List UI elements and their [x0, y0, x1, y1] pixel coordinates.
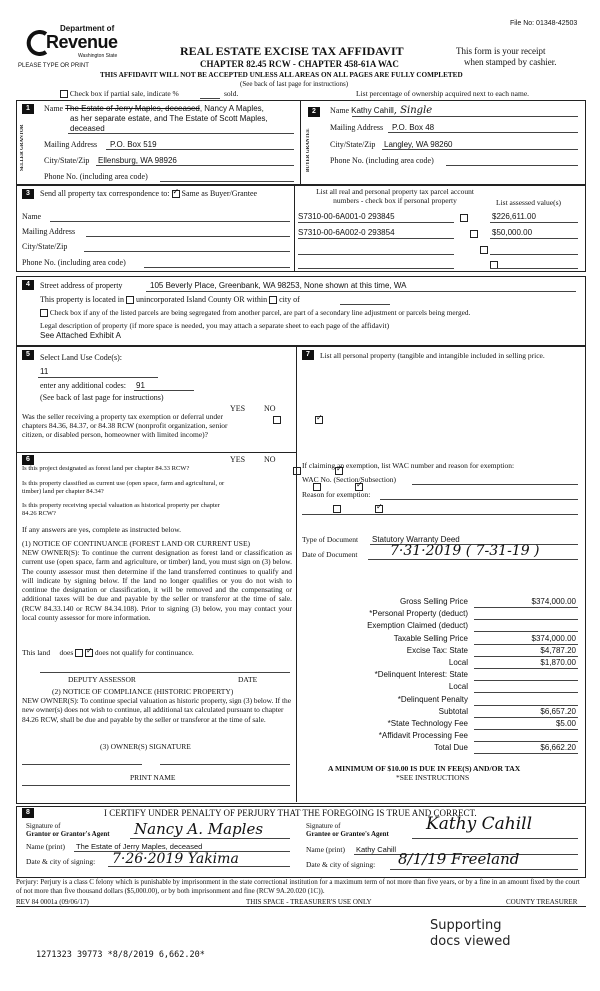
buyer-mail[interactable]: P.O. Box 48 — [392, 123, 435, 132]
does-qualify-checkbox[interactable] — [75, 649, 83, 657]
land-use-see-back: (See back of last page for instructions) — [40, 393, 164, 402]
tax-row-label: Local — [448, 658, 468, 667]
form-chapter: CHAPTER 82.45 RCW - CHAPTER 458-61A WAC — [200, 59, 399, 69]
seller-side-label: SELLER GRANTOR — [20, 124, 25, 172]
tax-row-value[interactable]: $5.00 — [555, 719, 576, 728]
please-type: PLEASE TYPE OR PRINT — [18, 63, 89, 69]
grantee-signature-label: Signature of Grantee or Grantee's Agent — [306, 822, 389, 838]
exemption-claim-label: If claiming an exemption, list WAC number and reason for exemption: — [302, 461, 515, 470]
partial-sale: Check box if partial sale, indicate % — [60, 89, 179, 98]
doc-date[interactable]: 7·31·2019 ( 7-31-19 ) — [390, 543, 540, 559]
seller-city[interactable]: Ellensburg, WA 98926 — [98, 156, 177, 165]
segregated-line: Check box if any of the listed parcels are being segregated from another parcel, are part of a secondary line adjustment or parcels being merged. — [40, 308, 470, 317]
doc-type-label: Type of Document — [302, 535, 359, 544]
buyer-name: Name Kathy Cahill, Single — [330, 105, 433, 116]
seller-name-line3: deceased — [70, 124, 105, 133]
receipt-note-1: This form is your receipt — [456, 46, 546, 56]
form-warning: THIS AFFIDAVIT WILL NOT BE ACCEPTED UNLESS ALL AREAS ON ALL PAGES ARE FULLY COMPLETED — [100, 71, 463, 79]
buyer-city-label: City/State/Zip — [330, 140, 376, 149]
form-number: REV 84 0001a (09/06/17) — [16, 898, 89, 906]
print-name-label: PRINT NAME — [130, 773, 176, 782]
additional-codes-label: enter any additional codes: — [40, 381, 126, 390]
send-correspondence: Send all property tax correspondence to: ✓ Same as Buyer/Grantee — [40, 189, 257, 198]
if-yes-note: If any answers are yes, complete as instructed below. — [22, 525, 182, 534]
exemption-yes-checkbox[interactable] — [273, 416, 281, 424]
sold-label: sold. — [224, 89, 239, 98]
grantor-date-label: Date & city of signing: — [26, 857, 96, 866]
land-use-code[interactable]: 11 — [40, 367, 49, 376]
notice-continuance-title: (1) NOTICE OF CONTINUANCE (FOREST LAND OR CURRENT USE) — [22, 539, 251, 548]
seller-name-line2: as her separate estate, and The Estate of Scott Maples, — [70, 114, 268, 123]
s6-yes-header: YES — [230, 455, 246, 464]
grantor-signature-label: Signature of Grantor or Grantor's Agent — [26, 822, 110, 838]
buyer-side-label: BUYER GRANTEE — [306, 128, 311, 172]
exemption-question: Was the seller receiving a property tax exemption or deferral under chapters 84.36, 84.37, or 84.38 RCW (nonprofit organization, senior citizen, or disabled person, homeowner with limited income)? — [22, 412, 228, 439]
street-address[interactable]: 105 Beverly Place, Greenbank, WA 98253, None shown at this time, WA — [150, 281, 407, 290]
grantee-name-label: Name (print) — [306, 845, 345, 854]
tax-row-label: *Personal Property (deduct) — [369, 609, 468, 619]
tax-row-label: Local — [448, 682, 468, 692]
perjury-statement: Perjury: Perjury is a class C felony which is punishable by imprisonment in the state correctional institution for a maximum term of not more than five years, or by a fine in an amount fixed by the court of not more than five thousand dollars ($5,000.00), or by both imprisonment and fine (RCW 9A.20.020 (1C)). — [16, 878, 580, 895]
street-label: Street address of property — [40, 281, 123, 290]
parcel-number-2[interactable]: S7310-00-6A002-0 293854 — [298, 228, 395, 237]
seller-mail-label: Mailing Address — [44, 140, 98, 149]
tax-row-label: *Affidavit Processing Fee — [378, 731, 468, 741]
tax-row-value[interactable]: $6,662.20 — [540, 743, 576, 753]
deputy-assessor-label: DEPUTY ASSESSOR — [68, 675, 136, 684]
grantee-date-label: Date & city of signing: — [306, 860, 376, 869]
forest-yes-checkbox[interactable] — [293, 467, 301, 475]
file-number: File No: 01348-42503 — [510, 20, 578, 27]
historical-question: Is this property receiving special valuation as historical property per chapter 84.26 RCW? — [22, 502, 220, 517]
s5-yes-header: YES — [230, 404, 246, 413]
certify-statement: I CERTIFY UNDER PENALTY OF PERJURY THAT THE FOREGOING IS TRUE AND CORRECT. — [104, 808, 477, 818]
tax-row-label: Total Due — [434, 743, 468, 753]
assessed-header: List assessed value(s) — [496, 198, 561, 207]
legal-description[interactable]: See Attached Exhibit A — [40, 331, 121, 340]
does-not-qualify-checkbox[interactable] — [85, 649, 93, 657]
tax-row-value[interactable]: $4,787.20 — [540, 645, 576, 655]
parcel-value-1[interactable]: $226,611.00 — [492, 212, 536, 221]
corr-phone-label: Phone No. (including area code) — [22, 258, 126, 267]
seller-mail[interactable]: P.O. Box 519 — [110, 140, 157, 149]
s5-no-header: NO — [264, 404, 276, 413]
supporting-docs-note: Supporting docs viewed — [430, 918, 511, 949]
tax-row-label: Excise Tax: State — [406, 645, 468, 655]
tax-row-label: *State Technology Fee — [387, 719, 468, 728]
section-1-number: 1 — [22, 104, 34, 114]
tax-row-value[interactable]: $374,000.00 — [531, 597, 576, 606]
grantor-date-city[interactable]: 7·26·2019 Yakima — [112, 851, 239, 867]
partial-sale-checkbox[interactable] — [60, 90, 68, 98]
section-2-number: 2 — [308, 107, 320, 117]
city-of-checkbox[interactable] — [269, 296, 277, 304]
receipt-note-2: when stamped by cashier. — [464, 57, 557, 67]
corr-name-label: Name — [22, 212, 42, 221]
exemption-reason-label: Reason for exemption: — [302, 490, 371, 499]
section-8-number: 8 — [22, 808, 34, 818]
historical-yes-checkbox[interactable] — [333, 505, 341, 513]
assessor-date-label: DATE — [238, 675, 258, 684]
s6-no-header: NO — [264, 455, 276, 464]
legal-description-label: Legal description of property (if more space is needed, you may attach a separate sheet to each page of the affidavit) — [40, 321, 390, 330]
grantor-name-label: Name (print) — [26, 842, 65, 851]
tax-row-value[interactable]: $374,000.00 — [531, 633, 576, 643]
seller-city-label: City/State/Zip — [44, 156, 90, 165]
owner-signature-label: (3) OWNER(S) SIGNATURE — [100, 742, 191, 751]
section-4-number: 4 — [22, 280, 34, 290]
buyer-city[interactable]: Langley, WA 98260 — [384, 140, 453, 149]
section-7-number: 7 — [302, 350, 314, 360]
doc-type[interactable]: Statutory Warranty Deed — [372, 535, 460, 544]
same-as-buyer-checkbox[interactable] — [172, 190, 180, 198]
buyer-mail-label: Mailing Address — [330, 123, 384, 132]
continuance-line: This land does ✓ does not qualify for continuance. — [22, 648, 194, 657]
personal-property-label: List all personal property (tangible and intangible included in selling price. — [320, 351, 545, 360]
unincorporated-checkbox[interactable] — [126, 296, 134, 304]
parcel-2-checkbox[interactable] — [470, 230, 478, 238]
grantee-date-city[interactable]: 8/1/19 Freeland — [398, 850, 520, 868]
grantee-signature[interactable]: Kathy Cahill — [426, 814, 533, 834]
parcel-number-1[interactable]: S7310-00-6A001-0 293845 — [298, 212, 395, 221]
seller-phone-label: Phone No. (including area code) — [44, 172, 148, 181]
see-instructions-note: *SEE INSTRUCTIONS — [396, 773, 470, 782]
dor-logo: Department of Revenue Washington State — [20, 24, 120, 62]
minimum-due-note: A MINIMUM OF $10.00 IS DUE IN FEE(S) AND/OR TAX — [328, 764, 521, 773]
county-treasurer-label: COUNTY TREASURER — [506, 898, 578, 906]
tax-row-label: Gross Selling Price — [399, 597, 468, 606]
doc-date-label: Date of Document — [302, 550, 358, 559]
parcel-header: List all real and personal property tax parcel account numbers - check box if personal property — [316, 187, 474, 205]
parcel-1-checkbox[interactable] — [460, 214, 468, 222]
current-use-question: Is this property classified as current use (open space, farm and agricultural, or timber) land per chapter 84.34? — [22, 480, 225, 495]
treasurer-space-label: THIS SPACE - TREASURER'S USE ONLY — [246, 898, 372, 906]
parcel-value-2[interactable]: $50,000.00 — [492, 228, 533, 237]
tax-row-value[interactable]: $1,870.00 — [540, 658, 576, 667]
form-title: REAL ESTATE EXCISE TAX AFFIDAVIT — [180, 44, 404, 58]
tax-row-label: Taxable Selling Price — [393, 633, 468, 643]
located-line: This property is located in unincorporated Island County OR within city of — [40, 295, 300, 304]
cashier-receipt-stamp: 1271323 39773 *8/8/2019 6,662.20* — [36, 950, 205, 960]
grantee-name[interactable]: Kathy Cahill — [356, 845, 397, 854]
section-3-number: 3 — [22, 189, 34, 199]
tax-row-value[interactable]: $6,657.20 — [540, 706, 576, 716]
additional-codes[interactable]: 91 — [136, 381, 145, 390]
notice-continuance-body: NEW OWNER(S): To continue the current designation as forest land or classification as current use (open space, farm and agriculture, or timber) land, you must sign on (3) below. The county assessor must then determine if the land transferred continues to qualify and will indicate by signing below. If the land no longer qualifies or you do not wish to continue the designation or classification, it will be removed and the compensating or additional taxes will be due and payable by the seller or transferor at the time of sale. (RCW 84.33.140 or RCW 84.34.108). Prior to signing (3) below, you may contact your local county assessor for more information. — [22, 548, 292, 623]
section-6-number: 6 — [22, 455, 34, 465]
tax-row-label: *Delinquent Penalty — [397, 694, 468, 704]
historical-no-checkbox[interactable] — [375, 505, 383, 513]
buyer-phone-label: Phone No. (including area code) — [330, 156, 434, 165]
notice-compliance-title: (2) NOTICE OF COMPLIANCE (HISTORIC PROPERTY) — [52, 687, 234, 696]
parcel-3-checkbox[interactable] — [480, 246, 488, 254]
land-use-label: Select Land Use Code(s): — [40, 353, 122, 362]
see-back-note: (See back of last page for instructions) — [240, 80, 349, 88]
segregated-checkbox[interactable] — [40, 309, 48, 317]
tax-row-label: Subtotal — [438, 706, 468, 716]
grantor-signature[interactable]: Nancy A. Maples — [134, 820, 264, 838]
section-5-number: 5 — [22, 350, 34, 360]
forest-land-question: Is this project designated as forest land per chapter 84.33 RCW? — [22, 465, 190, 472]
tax-row-label: Exemption Claimed (deduct) — [367, 621, 468, 631]
exemption-no-checkbox[interactable] — [315, 416, 323, 424]
list-percentage: List percentage of ownership acquired next to each name. — [356, 89, 530, 98]
corr-city-label: City/State/Zip — [22, 242, 68, 251]
wac-number-label: WAC No. (Section/Subsection) — [302, 475, 396, 484]
notice-compliance-body: NEW OWNER(S): To continue special valuation as historic property, sign (3) below. If the new owner(s) does not wish to continue, all additional tax calculated pursuant to chapter 84.26 RCW, shall be due and payable by the seller or transferor at the time of sale. — [22, 696, 291, 724]
tax-row-label: *Delinquent Interest: State — [374, 670, 468, 680]
grantor-name[interactable]: The Estate of Jerry Maples, deceased — [76, 842, 203, 851]
corr-mail-label: Mailing Address — [22, 227, 76, 236]
seller-name: Name The Estate of Jerry Maples, deceased, Nancy A Maples, — [44, 104, 264, 113]
